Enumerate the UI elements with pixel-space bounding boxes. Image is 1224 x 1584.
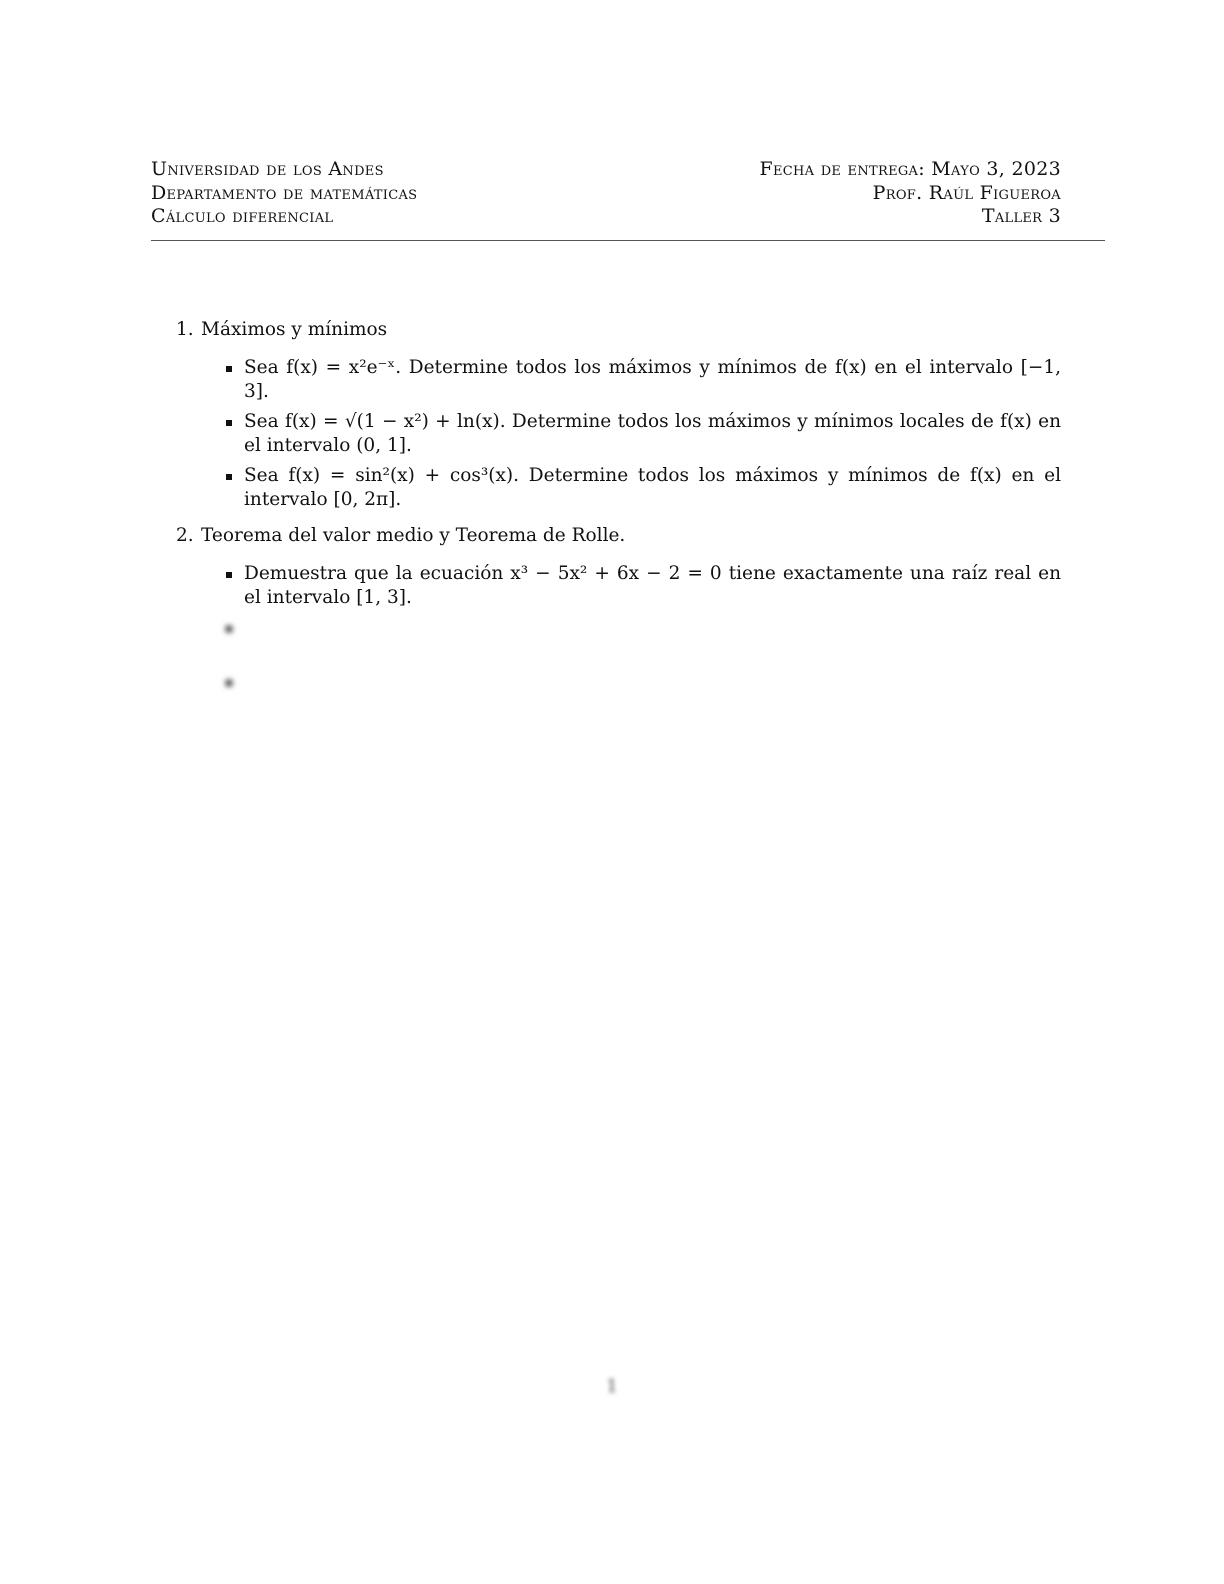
section-2 — [176, 524, 1061, 694]
item-list — [226, 356, 1061, 512]
section-title — [176, 524, 1061, 548]
list-item: Sea f(x) = √(1 − x²) + ln(x). Determine todos los máximos y mínimos locales de f(x) en el intervalo (0, 1]. — [226, 410, 1061, 458]
professor-name: Prof. Raúl Figueroa — [872, 181, 1061, 204]
course-name: Cálculo diferencial — [151, 205, 334, 227]
list-item: Demuestra que la ecuación x³ − 5x² + 6x − 2 = 0 tiene exactamente una raíz real en el intervalo [1, 3]. — [226, 562, 1061, 610]
page-number: 1 — [606, 1376, 618, 1397]
section-number: 2. — [176, 525, 194, 546]
item-list — [226, 562, 1061, 694]
department-name: Departamento de matemáticas — [151, 181, 418, 204]
list-item: Sea f(x) = sin²(x) + cos³(x). Determine todos los máximos y mínimos de f(x) en el intervalo [0, 2π]. — [226, 464, 1061, 512]
section-3-blurred — [176, 706, 1061, 1056]
list-item: Sea f(x) = x²e⁻ˣ. Determine todos los máximos y mínimos de f(x) en el intervalo [−1, 3]. — [226, 356, 1061, 404]
section-4-blurred — [176, 1068, 1061, 1358]
section-heading: Máximos y mínimos — [201, 319, 388, 340]
university-name: Universidad de los Andes — [151, 158, 384, 180]
blurred-list-item — [226, 616, 1061, 664]
due-date: Fecha de entrega: Mayo 3, 2023 — [759, 158, 1061, 180]
section-title — [176, 318, 1061, 342]
header-rule — [151, 240, 1105, 241]
header-left — [151, 158, 417, 229]
document-body — [176, 318, 1061, 1370]
assignment-title: Taller 3 — [981, 205, 1061, 227]
section-heading: Teorema del valor medio y Teorema de Rolle. — [201, 525, 626, 546]
header-right — [760, 158, 1061, 229]
section-1 — [176, 318, 1061, 512]
section-number: 1. — [176, 319, 194, 340]
blurred-list-item — [226, 670, 1061, 694]
